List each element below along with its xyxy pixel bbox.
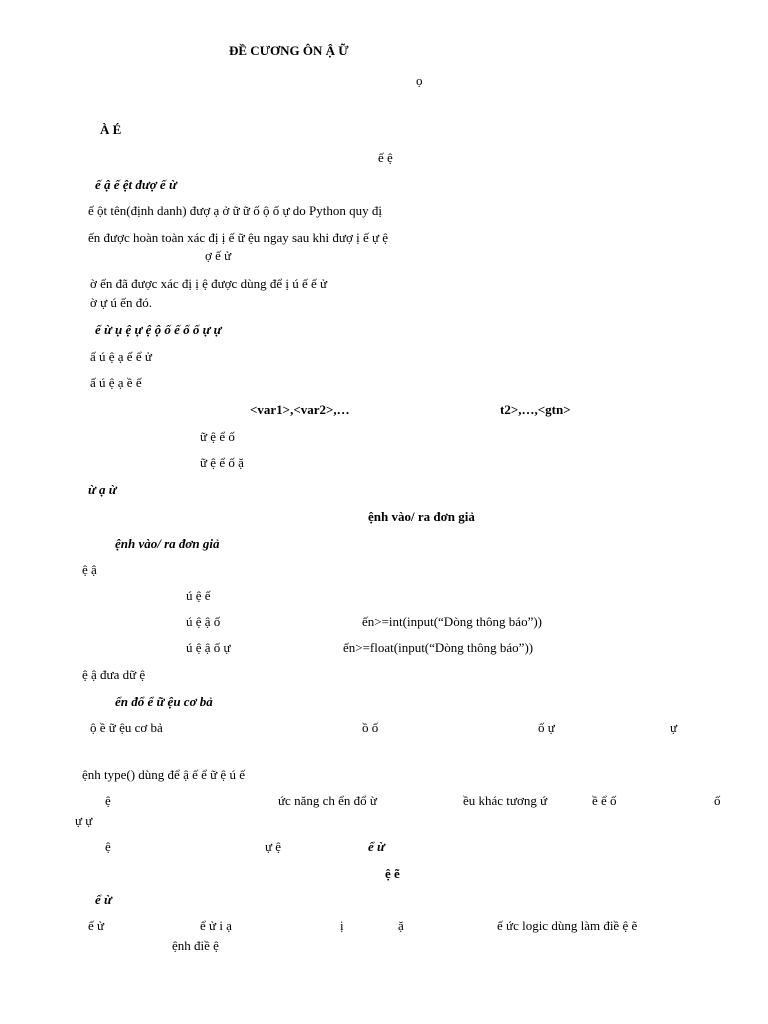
text-line: ệ xyxy=(105,793,111,808)
text-line: ế ột tên(định danh) đượ ạ ở ữ ữ ố ộ ố ự do Python quy đị xyxy=(88,203,382,218)
text-line: ức năng ch ển đổ ừ xyxy=(278,793,377,808)
syntax-line: t2>,…,<gtn> xyxy=(500,402,571,417)
text-line: ố ự xyxy=(538,720,555,735)
text-line: ệ ậ xyxy=(82,562,97,577)
text-line: ến được hoàn toàn xác đị ị ế ữ ệu ngay sau khi đượ ị ế ự ệ xyxy=(88,230,389,245)
subsection-heading: ừ ạ ừ xyxy=(88,482,117,497)
text-line: ều khác tương ứ xyxy=(463,793,548,808)
code-line: ến>=float(input(“Dòng thông báo”)) xyxy=(343,640,534,655)
text-line: ự ệ xyxy=(265,839,282,854)
subsection-heading: ế ừ ụ ệ ự ệ ộ ố ế ố ố ự ự xyxy=(95,322,222,337)
text-line: ữ ệ ể ố xyxy=(200,429,235,444)
text-line: ú ệ ậ ố ự xyxy=(186,640,231,655)
text-line: ế ử xyxy=(88,918,105,933)
text-line: ấ ú ệ ạ ế ể ử xyxy=(90,349,152,364)
subsection-heading: ệnh vào/ ra đơn giả xyxy=(115,536,220,551)
text-line: ề ể ố xyxy=(592,793,617,808)
text-line: ệnh type() dùng để ậ ế ể ữ ệ ú ế xyxy=(82,767,245,782)
text-line: ệ xyxy=(105,839,111,854)
text-line: ấ ú ệ ạ ề ế xyxy=(90,375,142,390)
text-line: ờ ự ú ến đó. xyxy=(90,295,152,310)
subsection-heading: ế ậ ế ệt đượ ế ừ xyxy=(95,177,177,192)
text-line: ệnh điề ệ xyxy=(172,938,219,953)
text-line: ự ự xyxy=(75,813,93,828)
text-line: ể ừ xyxy=(368,839,385,854)
text-line: ự xyxy=(670,720,678,735)
text-line: ặ xyxy=(398,918,404,933)
code-line: ến>=int(input(“Dòng thông báo”)) xyxy=(362,614,543,629)
text-line: ố xyxy=(714,793,721,808)
subsection-heading: ển đổ ể ữ ệu cơ bả xyxy=(115,694,213,709)
section-heading: À É xyxy=(100,122,122,137)
text-line: ộ ề ữ ệu cơ bả xyxy=(90,720,163,735)
syntax-line: <var1>,<var2>,… xyxy=(250,402,350,417)
text-line: ị xyxy=(340,918,344,933)
text-line: ữ ệ ể ố ặ xyxy=(200,455,244,470)
document-title: ĐỀ CƯƠNG ÔN Ậ Ữ xyxy=(229,43,349,58)
text-line: ế ệ xyxy=(378,150,393,165)
text-line: ể ử i ạ xyxy=(200,918,232,933)
text-line: ú ệ ế xyxy=(186,588,211,603)
text-line: ú ệ ậ ố xyxy=(186,614,221,629)
text-line: ế ức logic dùng làm điề ệ ẽ xyxy=(497,918,638,933)
section-heading: ệnh vào/ ra đơn giả xyxy=(368,509,475,524)
subsection-heading: ể ừ xyxy=(95,892,112,907)
text-line: ệ ậ đưa dữ ệ xyxy=(82,667,146,682)
document-subtitle: ọ xyxy=(416,73,423,88)
text-line: ồ ố xyxy=(362,720,379,735)
section-heading: ệ ẽ xyxy=(385,866,400,881)
text-line: ờ ến đã được xác đị ị ệ được dùng để ị ú ế ế ử xyxy=(90,276,328,291)
text-line: ợ ế ử xyxy=(205,248,232,263)
